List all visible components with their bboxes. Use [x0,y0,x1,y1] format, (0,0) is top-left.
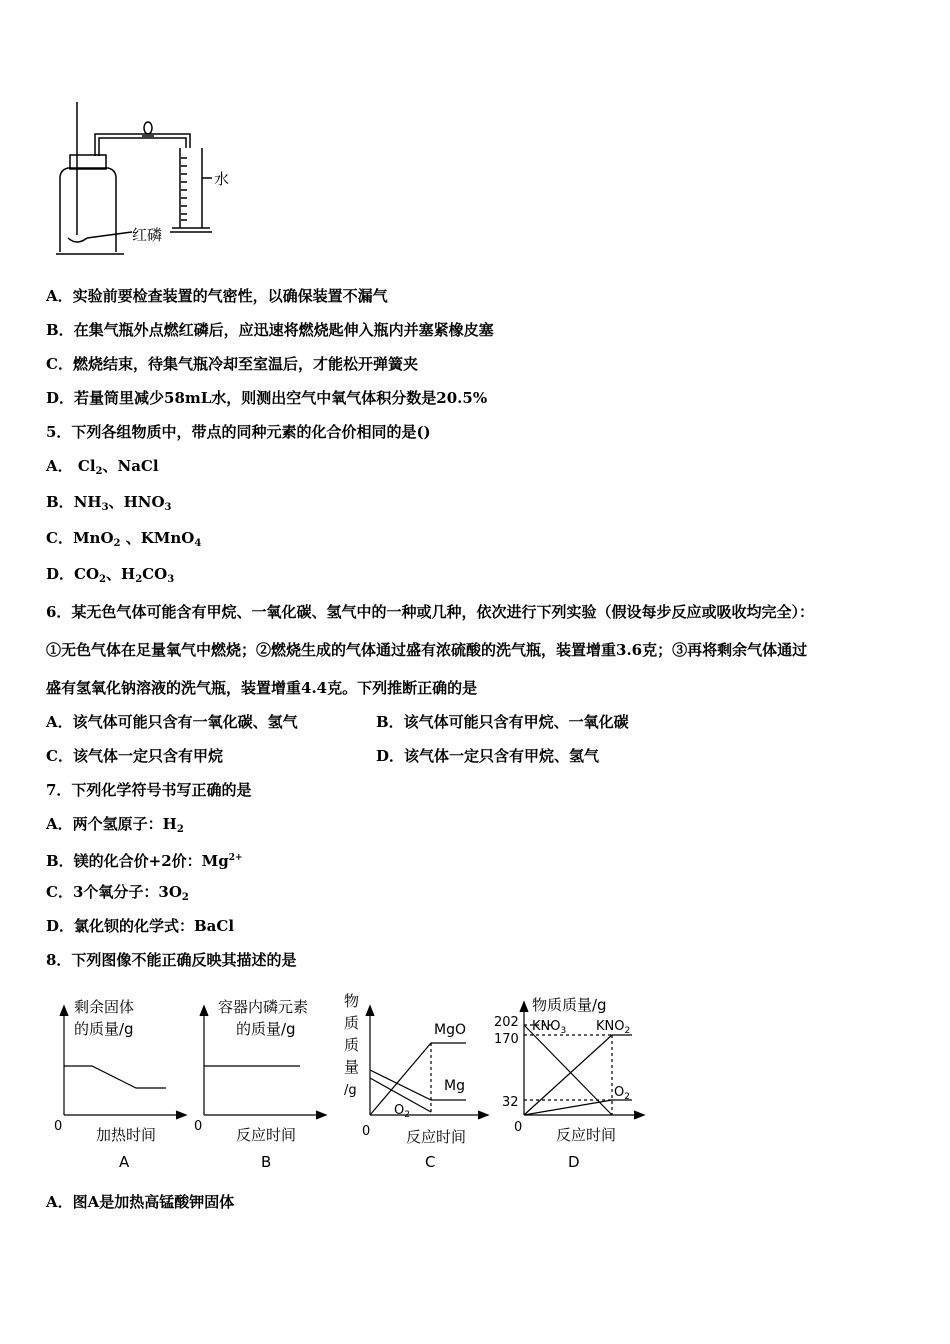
graph-b [186,990,336,1180]
graph-c-ylabel-0: 物 [344,992,360,1010]
graph-a-caption: A [119,1153,130,1171]
graph-a-ylabel-1: 剩余固体 [74,998,135,1016]
graph-b-ylabel-1: 容器内磷元素 [218,998,309,1016]
graph-d-kno2-label: $KNO_2$ [596,1019,631,1036]
graph-d-origin: 0 [514,1120,523,1135]
graph-d-tick-170: 170 [494,1032,519,1047]
q6-option-b: B．该气体可能只含有甲烷、一氧化碳 [376,713,629,731]
graph-d-tick-202: 202 [494,1015,519,1030]
q5-option-a: A． $Cl_2$、NaCl [46,457,159,477]
graph-b-caption: B [261,1153,272,1171]
graph-d [492,990,652,1180]
graph-c-ylabel-1: 质 [344,1014,360,1032]
q7-option-a: A．两个氢原子：$H_2$ [46,815,184,835]
graph-c [336,990,496,1180]
q7-option-d: D．氯化钡的化学式：BaCl [46,917,235,935]
q4-option-c: C．燃烧结束，待集气瓶冷却至室温后，才能松开弹簧夹 [46,355,418,373]
q4-option-a: A．实验前要检查装置的气密性，以确保装置不漏气 [46,287,388,305]
graph-c-ylabel-3: 量 [344,1058,360,1076]
q7-option-c: C．3个氧分子：$3O_2$ [46,883,189,903]
graph-a-ylabel-2: 的质量/g [74,1020,134,1038]
graph-c-mgo-label: MgO [434,1022,466,1038]
graph-b-xlabel: 反应时间 [236,1126,297,1144]
q6-option-c: C．该气体一定只含有甲烷 [46,747,223,765]
graph-a [44,990,194,1180]
graph-c-xlabel: 反应时间 [406,1128,467,1146]
graph-a-origin: 0 [54,1119,63,1134]
apparatus-diagram [50,100,250,260]
q5-option-c: C．MnO$_2$ 、KMnO$_4$ [46,529,202,549]
q4-option-d: D．若量筒里减少58mL水，则测出空气中氧气体积分数是20.5% [46,389,488,407]
graph-c-ylabel-4: /g [344,1083,357,1098]
q6-stem-line1: 6．某无色气体可能含有甲烷、一氧化碳、氢气中的一种或几种，依次进行下列实验（假设每步反应或吸收均完全）： [46,603,814,621]
graph-d-kno3-label: $KNO_3$ [532,1019,567,1036]
q6-option-a: A．该气体可能只含有一氧化碳、氢气 [46,713,298,731]
graph-d-caption: D [568,1153,580,1171]
q8-option-a: A．图A是加热高锰酸钾固体 [46,1193,235,1211]
q6-stem-line2: ①无色气体在足量氧气中燃烧；②燃烧生成的气体通过盛有浓硫酸的洗气瓶，装置增重3.6克；③再将剩余气体通过 [46,641,808,659]
graph-c-origin: 0 [362,1124,371,1139]
graph-d-o2-label: $O_2$ [614,1085,630,1102]
q7-option-b: B．镁的化合价+2价：$Mg^{2+}$ [46,852,243,870]
q6-stem-line3: 盛有氢氧化钠溶液的洗气瓶，装置增重4.4克。下列推断正确的是 [46,679,478,697]
graph-d-tick-32: 32 [502,1095,519,1110]
water-label: 水 [214,170,230,188]
q5-option-b: B．$NH_3$、$HNO_3$ [46,493,172,513]
graph-d-ylabel: 物质质量/g [532,996,607,1014]
q6-option-d: D．该气体一定只含有甲烷、氢气 [376,747,600,765]
graph-c-mg-label: Mg [444,1078,465,1094]
graph-b-origin: 0 [194,1119,203,1134]
graph-a-xlabel: 加热时间 [96,1126,157,1144]
q8-stem: 8．下列图像不能正确反映其描述的是 [46,951,297,969]
graph-d-xlabel: 反应时间 [556,1126,617,1144]
phosphorus-label: 红磷 [132,226,163,244]
q7-stem: 7．下列化学符号书写正确的是 [46,781,252,799]
graph-c-caption: C [425,1153,436,1171]
graph-c-ylabel-2: 质 [344,1036,360,1054]
q5-option-d: D．$CO_2$、$H_2CO_3$ [46,565,175,585]
graph-b-ylabel-2: 的质量/g [236,1020,296,1038]
q5-stem: 5．下列各组物质中，带点的同种元素的化合价相同的是() [46,423,431,441]
q4-option-b: B．在集气瓶外点燃红磷后，应迅速将燃烧匙伸入瓶内并塞紧橡皮塞 [46,321,494,339]
graph-c-o2-label: $O_2$ [394,1103,410,1120]
